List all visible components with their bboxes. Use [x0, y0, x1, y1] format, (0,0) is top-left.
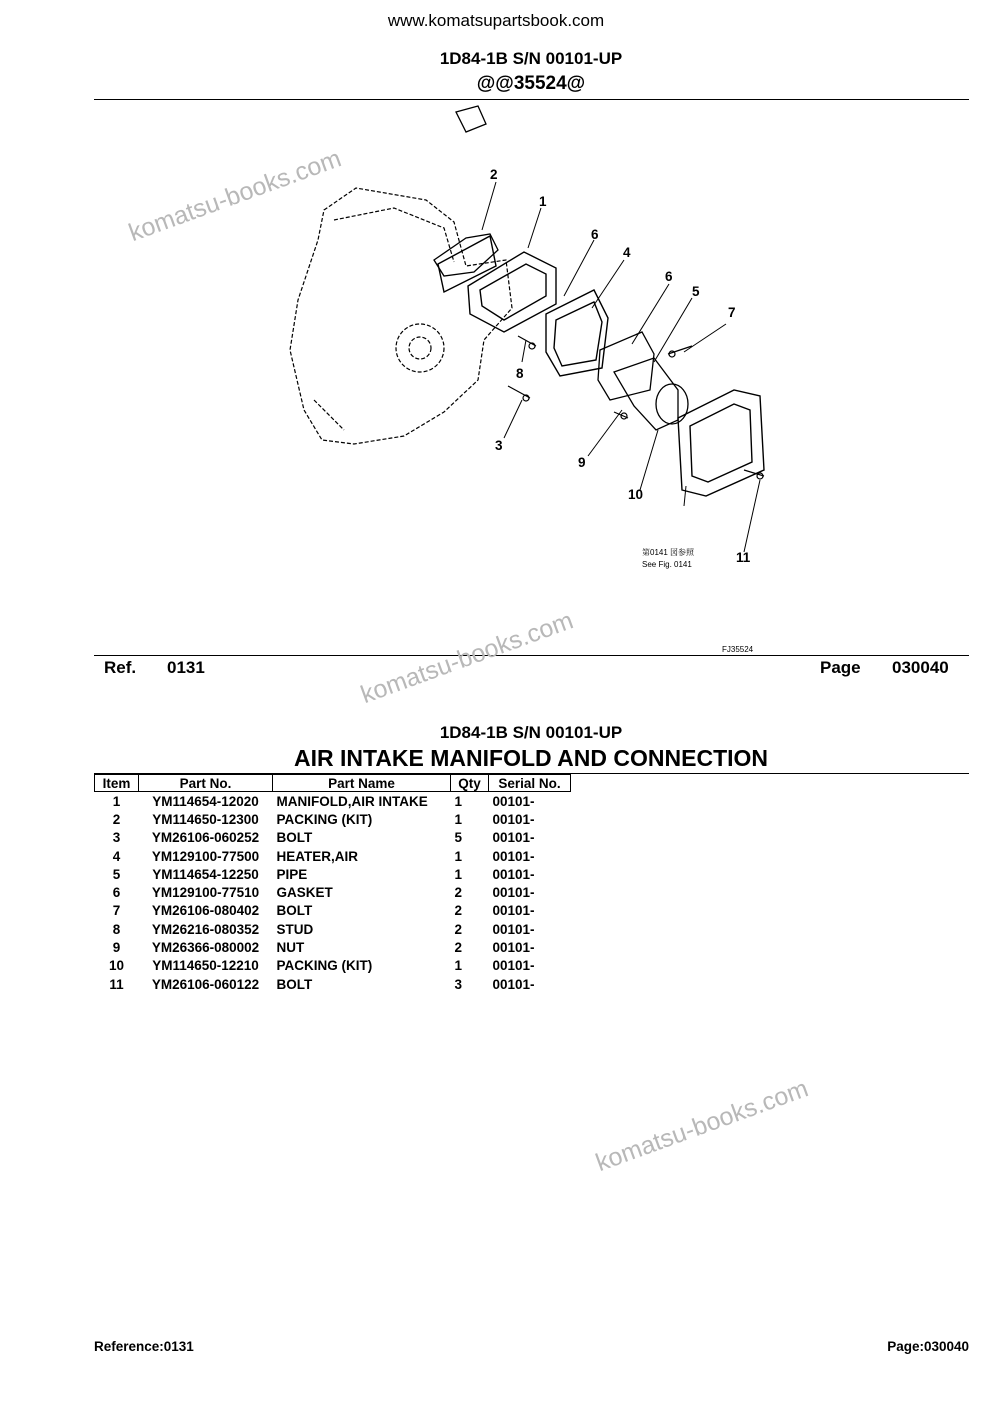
part-name: PACKING (KIT)	[276, 811, 373, 827]
engine-block-detail	[434, 106, 498, 276]
item-number: 6	[112, 885, 121, 901]
quantity: 3	[454, 976, 463, 992]
item-number: 5	[112, 866, 121, 882]
callout-label: 4	[623, 245, 631, 260]
quantity: 1	[454, 811, 463, 827]
table-row	[95, 920, 571, 938]
callout-label: 10	[628, 487, 644, 502]
part-number: YM114654-12250	[152, 866, 259, 882]
quantity: 2	[454, 940, 463, 956]
table-row	[95, 829, 571, 847]
part-name: MANIFOLD,AIR INTAKE	[276, 793, 428, 809]
serial-number: 00101-	[492, 976, 535, 992]
table-row	[95, 902, 571, 920]
part-name: BOLT	[276, 903, 313, 919]
footer-page: Page:030040	[887, 1339, 969, 1354]
item-number: 11	[109, 976, 124, 992]
serial-number: 00101-	[492, 921, 535, 937]
table-title: AIR INTAKE MANIFOLD AND CONNECTION	[293, 745, 769, 771]
column-header-serial-no: Serial No.	[489, 775, 571, 792]
column-header-item: Item	[95, 775, 139, 792]
callout-label: 9	[578, 455, 586, 470]
quantity: 1	[454, 958, 463, 974]
part-name: HEATER,AIR	[276, 848, 359, 864]
watermark: komatsu-books.com	[592, 1074, 812, 1178]
serial-number: 00101-	[492, 811, 535, 827]
callout-label: 6	[591, 227, 599, 242]
part-number: YM114654-12020	[152, 793, 259, 809]
serial-number: 00101-	[492, 793, 535, 809]
item-number: 2	[112, 811, 121, 827]
serial-number: 00101-	[492, 903, 535, 919]
item-number: 1	[112, 793, 121, 809]
part-name: BOLT	[276, 976, 313, 992]
item-number: 7	[112, 903, 121, 919]
quantity: 2	[454, 885, 463, 901]
part-number: YM26216-080352	[151, 921, 260, 937]
quantity: 2	[454, 921, 463, 937]
item-number: 4	[112, 848, 121, 864]
table-header-row	[95, 775, 571, 792]
page-value: 030040	[892, 658, 949, 677]
quantity: 2	[454, 903, 463, 919]
item-number: 3	[112, 830, 121, 846]
table-row	[95, 810, 571, 828]
table-row	[95, 847, 571, 865]
see-figure-note-line2: See Fig. 0141	[642, 560, 692, 569]
part-number: YM26106-060252	[151, 830, 260, 846]
part-number: YM129100-77500	[151, 848, 260, 864]
watermark: komatsu-books.com	[125, 144, 345, 248]
quantity: 1	[454, 793, 463, 809]
header-model: 1D84-1B S/N 00101-UP	[439, 49, 623, 68]
callout-label: 6	[665, 269, 673, 284]
column-header-qty: Qty	[451, 775, 489, 792]
table-row	[95, 883, 571, 901]
part-number: YM26106-060122	[151, 976, 260, 992]
gasket-part	[598, 332, 654, 400]
part-number: YM26366-080002	[151, 940, 260, 956]
callout-label: 2	[490, 167, 498, 182]
part-name: PIPE	[276, 866, 308, 882]
callout-label: 8	[516, 366, 524, 381]
table-row	[95, 865, 571, 883]
serial-number: 00101-	[492, 830, 535, 846]
table-row	[95, 792, 571, 811]
part-number: YM114650-12300	[152, 811, 259, 827]
column-header-part-no: Part No.	[139, 775, 273, 792]
watermark: komatsu-books.com	[357, 606, 577, 710]
callout-label: 3	[495, 438, 503, 453]
table-model: 1D84-1B S/N 00101-UP	[439, 723, 623, 742]
part-name: STUD	[276, 921, 314, 937]
leader-lines	[482, 182, 760, 552]
part-name: NUT	[276, 940, 305, 956]
quantity: 5	[454, 830, 463, 846]
part-name: PACKING (KIT)	[276, 958, 373, 974]
quantity: 1	[454, 848, 463, 864]
item-number: 8	[112, 921, 121, 937]
callout-label: 11	[736, 550, 751, 565]
table-row	[95, 975, 571, 993]
header-code: @@35524@	[476, 73, 586, 94]
site-url: www.komatsupartsbook.com	[387, 11, 605, 30]
figure-id: FJ35524	[722, 645, 754, 654]
part-number: YM26106-080402	[151, 903, 260, 919]
parts-table	[94, 774, 571, 993]
quantity: 1	[454, 866, 463, 882]
serial-number: 00101-	[492, 848, 535, 864]
part-name: BOLT	[276, 830, 313, 846]
packing-and-cover-part	[678, 390, 764, 496]
serial-number: 00101-	[492, 866, 535, 882]
item-number: 9	[112, 940, 121, 956]
callout-label: 1	[539, 194, 547, 209]
serial-number: 00101-	[492, 958, 535, 974]
column-header-part-name: Part Name	[273, 775, 451, 792]
item-number: 10	[108, 958, 125, 974]
ref-label: Ref.	[104, 658, 137, 677]
serial-number: 00101-	[492, 885, 535, 901]
part-number: YM129100-77510	[151, 885, 260, 901]
table-row	[95, 938, 571, 956]
part-number: YM114650-12210	[152, 958, 259, 974]
serial-number: 00101-	[492, 940, 535, 956]
callout-label: 5	[692, 284, 700, 299]
footer-reference: Reference:0131	[94, 1339, 194, 1354]
part-name: GASKET	[276, 885, 333, 901]
ref-value: 0131	[167, 658, 205, 677]
callout-label: 7	[728, 305, 736, 320]
callout-labels	[490, 167, 751, 565]
table-row	[95, 957, 571, 975]
see-figure-note-line1: 第0141 図参照	[642, 548, 695, 557]
ref-bar-divider	[94, 655, 969, 656]
engine-block-outline	[290, 188, 512, 444]
page-label: Page	[820, 658, 861, 677]
